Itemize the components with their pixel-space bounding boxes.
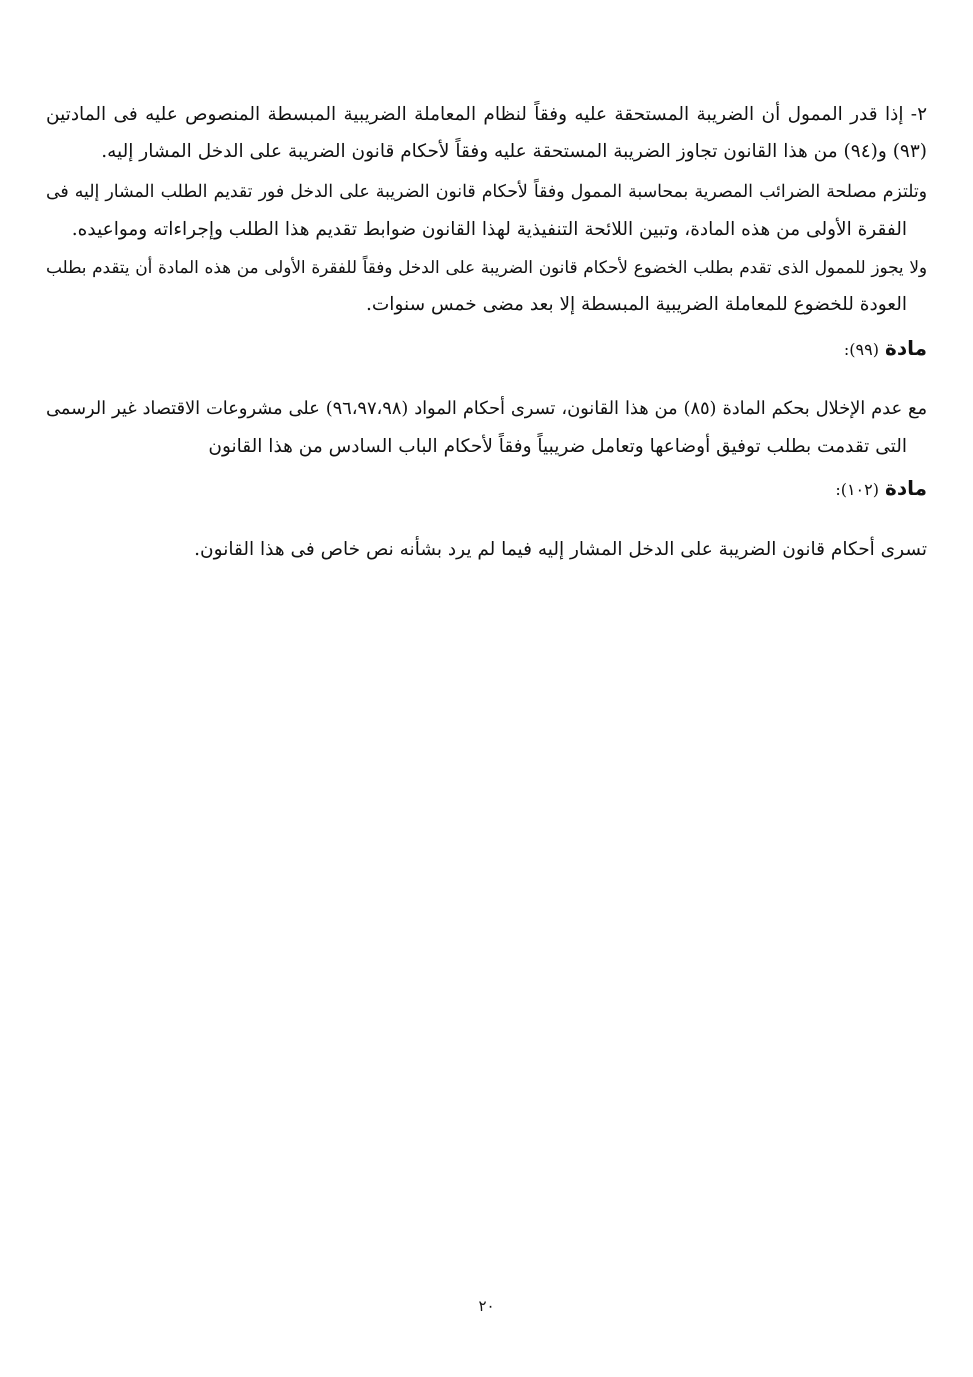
article-99-line-1: مع عدم الإخلال بحكم المادة (٨٥) من هذا القانون، تسرى أحكام المواد (٩٦،٩٧،٩٨) على مشروعات الاقتصاد غير الرسمى [46, 399, 927, 419]
restriction-line-2: العودة للخضوع للمعاملة الضريبية المبسطة إلا بعد مضى خمس سنوات. [366, 294, 907, 315]
paragraph-authority-obligation [46, 174, 927, 248]
article-102-word: مادة [885, 476, 927, 500]
article-102-body [46, 531, 927, 568]
paragraph-return-restriction [46, 249, 927, 323]
article-102-number: (١٠٢): [835, 480, 879, 499]
article-99-word: مادة [885, 336, 927, 360]
authority-line-2: الفقرة الأولى من هذه المادة، وتبين اللائحة التنفيذية لهذا القانون ضوابط تقديم هذا الطلب وإجراءاته ومواعيده. [71, 219, 907, 240]
authority-line-1: وتلتزم مصلحة الضرائب المصرية بمحاسبة الممول وفقاً لأحكام قانون الضريبة على الدخل فور تقديم الطلب المشار إليه فى [46, 182, 927, 202]
paragraph-clause-2 [46, 96, 927, 170]
article-99-body [46, 391, 927, 465]
page-number: ٢٠ [478, 1297, 495, 1315]
article-99-heading [844, 333, 927, 365]
clause-2-line-1: ٢- إذا قدر الممول أن الضريبة المستحقة عليه وفقاً لنظام المعاملة الضريبية المبسطة المنصوص عليه فى المادتين [46, 104, 927, 125]
article-102-line-1: تسرى أحكام قانون الضريبة على الدخل المشار إليه فيما لم يرد بشأنه نص خاص فى هذا القانون. [194, 539, 927, 560]
article-99-number: (٩٩): [843, 340, 879, 359]
restriction-line-1: ولا يجوز للممول الذى تقدم بطلب الخضوع لأحكام قانون الضريبة على الدخل وفقاً للفقرة الأولى من هذه المادة أن يتقدم بطلب [46, 257, 927, 277]
article-99-line-2: التى تقدمت بطلب توفيق أوضاعها وتعامل ضريبياً وفقاً لأحكام الباب السادس من هذا القانون [208, 436, 907, 457]
clause-2-line-2: (٩٣) و(٩٤) من هذا القانون تجاوز الضريبة المستحقة عليه وفقاً لأحكام قانون الضريبة على الدخل المشار إليه. [101, 141, 927, 162]
article-102-heading [835, 473, 927, 505]
